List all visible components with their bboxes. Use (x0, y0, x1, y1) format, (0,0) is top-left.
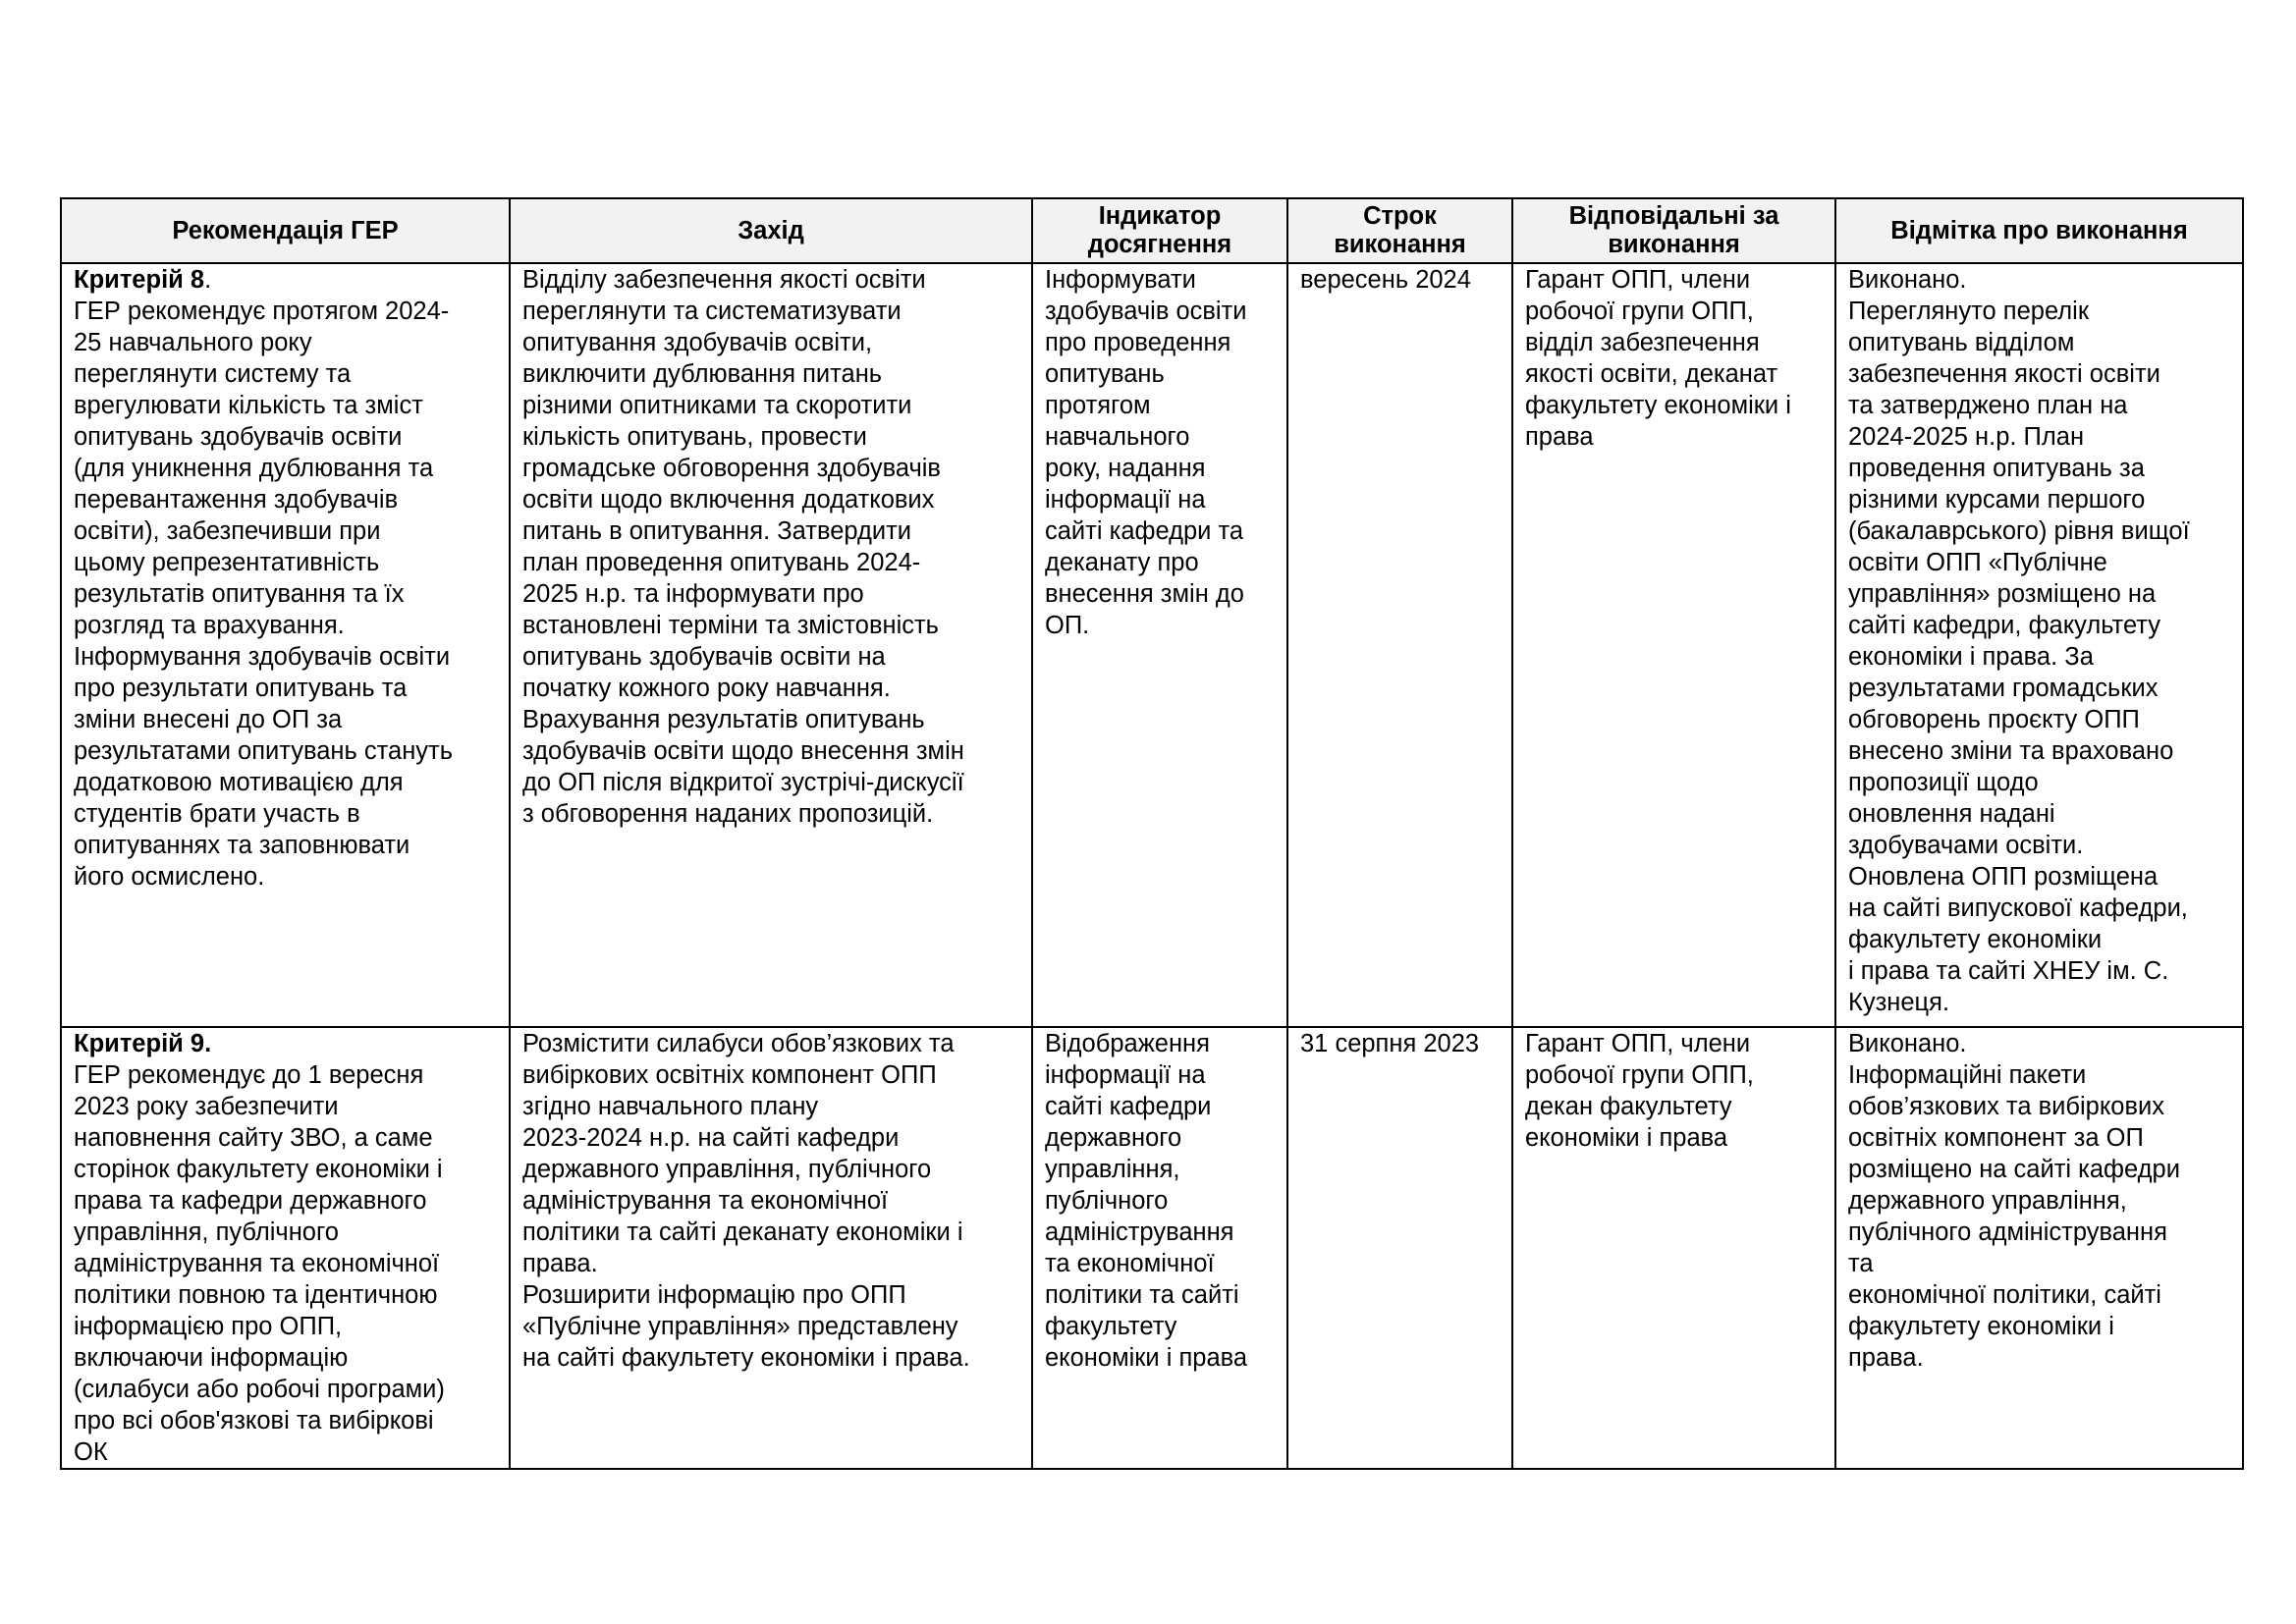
criterion-label: Критерій 9. (74, 1030, 212, 1057)
indicator-cell (1032, 1027, 1287, 1469)
criterion-heading (74, 264, 499, 296)
measure-cell (510, 263, 1032, 1027)
indicator-text: Відображення інформації на сайті кафедри державного управління, публічного адміністрування та економічної політики та сайті факультету економіки і права (1045, 1030, 1248, 1372)
header-status: Відмітка про виконання (1835, 198, 2243, 263)
status-cell (1835, 1027, 2243, 1469)
recommendation-cell (61, 263, 510, 1027)
recommendation-text: ГЕР рекомендує протягом 2024- 25 навчального року переглянути систему та врегулювати кількість та зміст опитувань здобувачів освіти (для уникнення дублювання та перевантаження здобувачів освіти), забезпечивши при цьому репрезентативність результатів опитування та їх розгляд та врахування. Інформування здобувачів освіти про результати опитувань та зміни внесені до ОП за результатами опитувань стануть додатковою мотивацією для студентів брати участь в опитуваннях та заповнювати його осмислено. (74, 298, 453, 891)
responsible-text: Гарант ОПП, члени робочої групи ОПП, відділ забезпечення якості освіти, деканат факультету економіки і права (1525, 266, 1791, 451)
responsible-text: Гарант ОПП, члени робочої групи ОПП, декан факультету економіки і права (1525, 1030, 1754, 1152)
header-indicator: Індикатор досягнення (1032, 198, 1287, 263)
recommendation-cell (61, 1027, 510, 1469)
status-cell (1835, 263, 2243, 1027)
responsible-cell (1512, 263, 1835, 1027)
deadline-cell (1287, 1027, 1512, 1469)
recommendation-text: ГЕР рекомендує до 1 вересня 2023 року забезпечити наповнення сайту ЗВО, а саме сторінок факультету економіки і права та кафедри державного управління, публічного адміністрування та економічної політики повною та ідентичною інформацією про ОПП, включаючи інформацію (силабуси або робочі програми) про всі обов'язкові та вибіркові ОК (74, 1061, 445, 1466)
criterion-label: Критерій 8 (74, 266, 205, 294)
status-text: Виконано. Переглянуто перелік опитувань відділом забезпечення якості освіти та затверджено план на 2024-2025 н.р. План проведення опитувань за різними курсами першого (бакалаврського) рівня вищої освіти ОПП «Публічне управління» розміщено на сайті кафедри, факультету економіки і права. За результатами громадських обговорень проєкту ОПП внесено зміни та враховано пропозиції щодо оновлення надані здобувачами освіти. Оновлена ОПП розміщена на сайті випускової кафедри, факультету економіки і права та сайті ХНЕУ ім. С. Кузнеця. (1848, 266, 2190, 1016)
deadline-text: вересень 2024 (1300, 266, 1471, 294)
criterion-heading (74, 1028, 499, 1059)
responsible-cell (1512, 1027, 1835, 1469)
table-header (61, 198, 2243, 263)
measure-cell (510, 1027, 1032, 1469)
indicator-cell (1032, 263, 1287, 1027)
status-text: Виконано. Інформаційні пакети обов’язкових та вибіркових освітніх компонент за ОП розміщено на сайті кафедри державного управління, публічного адміністрування та економічної політики, сайті факультету економіки і права. (1848, 1030, 2180, 1372)
header-measure: Захід (510, 198, 1032, 263)
indicator-text: Інформувати здобувачів освіти про проведення опитувань протягом навчального року, надання інформації на сайті кафедри та деканату про внесення змін до ОП. (1045, 266, 1247, 639)
header-row (61, 198, 2243, 263)
deadline-text: 31 серпня 2023 (1300, 1030, 1480, 1057)
table-body (61, 263, 2243, 1469)
measure-text: Розмістити силабуси обов’язкових та вибіркових освітніх компонент ОПП згідно навчального плану 2023-2024 н.р. на сайті кафедри державного управління, публічного адміністрування та економічної політики та сайті деканату економіки і права. Розширити інформацію про ОПП «Публічне управління» представлену на сайті факультету економіки і права. (522, 1030, 970, 1372)
header-recommendation: Рекомендація ГЕР (61, 198, 510, 263)
action-plan-table (60, 197, 2244, 1470)
table-row (61, 263, 2243, 1027)
header-responsible: Відповідальні за виконання (1512, 198, 1835, 263)
table-row (61, 1027, 2243, 1469)
measure-text: Відділу забезпечення якості освіти переглянути та систематизувати опитування здобувачів освіти, виключити дублювання питань різними опитниками та скоротити кількість опитувань, провести громадське обговорення здобувачів освіти щодо включення додаткових питань в опитування. Затвердити план проведення опитувань 2024- 2025 н.р. та інформувати про встановлені терміни та змістовність опитувань здобувачів освіти на початку кожного року навчання. Врахування результатів опитувань здобувачів освіти щодо внесення змін до ОП після відкритої зустрічі-дискусії з обговорення наданих пропозицій. (522, 266, 964, 828)
deadline-cell (1287, 263, 1512, 1027)
header-deadline: Строк виконання (1287, 198, 1512, 263)
criterion-suffix: . (204, 266, 212, 294)
